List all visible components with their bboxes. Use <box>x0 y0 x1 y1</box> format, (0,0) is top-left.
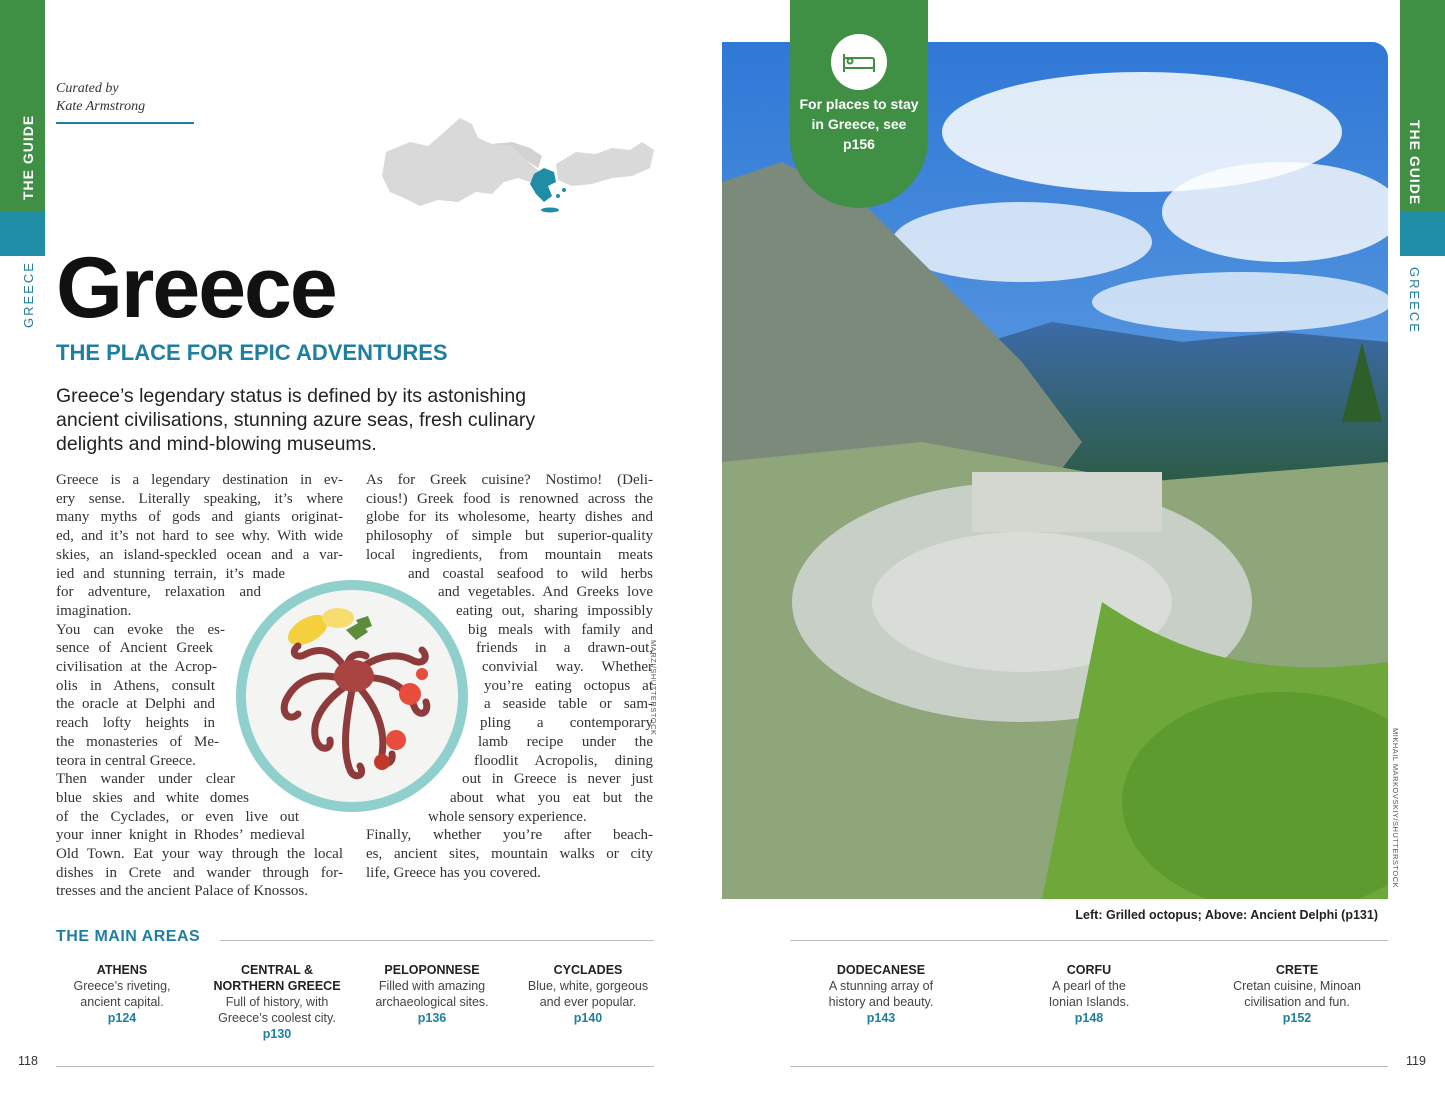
area-central-northern-greece <box>205 962 349 1042</box>
side-tab-country-label-right: GREECE <box>1407 267 1422 334</box>
area-page: p152 <box>1282 1011 1312 1025</box>
page-title: Greece <box>56 240 336 336</box>
area-desc: ancient capital. <box>80 995 164 1009</box>
area-page: p136 <box>417 1011 447 1025</box>
body-line: whole sensory experience. <box>428 808 587 825</box>
area-name-2: NORTHERN GREECE <box>213 979 341 993</box>
body-line: dishes in Crete and wander through for- <box>56 864 343 881</box>
area-page: p143 <box>866 1011 896 1025</box>
area-desc: Ionian Islands. <box>1048 995 1130 1009</box>
badge-line-1: For places to stay <box>799 96 919 112</box>
area-name: DODECANESE <box>836 963 926 977</box>
area-page: p140 <box>573 1011 603 1025</box>
body-line: convivial way. Whether <box>482 659 653 676</box>
main-areas-title: THE MAIN AREAS <box>56 928 201 945</box>
body-line: Finally, whether you’re after beach- <box>366 827 653 844</box>
stay-badge[interactable] <box>790 0 928 208</box>
body-line: life, Greece has you covered. <box>366 864 541 881</box>
area-desc: history and beauty. <box>828 995 934 1009</box>
area-page: p148 <box>1074 1011 1104 1025</box>
area-dodecanese <box>806 962 956 1026</box>
octopus-illustration <box>246 590 458 802</box>
area-desc: A stunning array of <box>828 979 934 993</box>
body-line: As for Greek cuisine? Nostimo! (Deli- <box>366 472 653 488</box>
body-line: ied and stunning terrain, it’s made <box>56 565 285 582</box>
body-line: of the Cyclades, or even live out <box>56 808 299 825</box>
body-line: philosophy of simple but superior-quality <box>366 528 653 545</box>
areas-rule-left <box>220 940 654 941</box>
body-line: many myths of gods and giants originat- <box>56 509 343 526</box>
area-cyclades <box>516 962 660 1026</box>
badge-icon-circle <box>831 34 887 90</box>
body-line: cious!) Greek food is renowned across the <box>366 490 653 507</box>
body-line: tresses and the ancient Palace of Knossos. <box>56 883 309 900</box>
locator-map <box>380 112 656 220</box>
body-line: Old Town. Eat your way through the local <box>56 846 343 863</box>
areas-rule-right <box>790 940 1388 941</box>
area-name: CENTRAL & <box>241 963 313 977</box>
body-line: Greece is a legendary destination in ev- <box>56 472 343 488</box>
body-line: teora in central Greece. <box>56 752 196 769</box>
area-desc: and ever popular. <box>539 995 637 1009</box>
bed-icon <box>831 34 887 90</box>
side-tab-teal-left <box>0 212 45 256</box>
curated-label: Curated by <box>56 81 119 96</box>
area-name: PELOPONNESE <box>384 963 480 977</box>
body-line: and vegetables. And Greeks love <box>438 584 653 601</box>
body-line: ery sense. Literally speaking, it’s where <box>56 490 343 507</box>
area-desc: Cretan cuisine, Minoan <box>1233 979 1361 993</box>
body-line: out in Greece is never just <box>462 771 653 788</box>
body-line: floodlit Acropolis, dining <box>474 752 653 769</box>
octopus-plate-image <box>236 580 468 812</box>
body-line: skies, an island-speckled ocean and a var- <box>56 546 343 563</box>
body-line: friends in a drawn-out, <box>476 640 653 657</box>
body-line: ed, and it’s not hard to see why. With wide <box>56 528 343 545</box>
body-line: civilisation at the Acrop- <box>56 659 217 676</box>
area-crete <box>1216 962 1378 1026</box>
body-line: lamb recipe under the <box>478 733 653 750</box>
body-line: reach lofty heights in <box>56 715 215 732</box>
body-line: and coastal seafood to wild herbs <box>408 565 653 582</box>
side-tab-guide-label-right: THE GUIDE <box>1407 120 1423 206</box>
curated-underline <box>56 122 194 124</box>
area-desc: Full of history, with <box>225 995 329 1009</box>
body-line: your inner knight in Rhodes’ medieval <box>56 827 305 844</box>
area-desc: A pearl of the <box>1052 979 1126 993</box>
area-desc: Blue, white, gorgeous <box>527 979 649 993</box>
page-number-left: 118 <box>18 1054 38 1068</box>
photo-credit-octopus: MARZI/SHUTTERSTOCK <box>649 640 658 736</box>
body-line: local ingredients, from mountain meats <box>366 546 653 563</box>
body-line: imagination. <box>56 602 132 619</box>
area-peloponnese <box>360 962 504 1026</box>
side-tab-country-label-left: GREECE <box>21 261 36 328</box>
map-islands <box>556 194 560 198</box>
area-desc: Greece’s coolest city. <box>218 1011 336 1025</box>
curated-by <box>56 80 145 116</box>
page-subtitle: THE PLACE FOR EPIC ADVENTURES <box>56 340 448 365</box>
body-line: blue skies and white domes <box>56 789 249 806</box>
area-desc: Filled with amazing <box>378 979 486 993</box>
area-athens <box>50 962 194 1026</box>
footer-rule-right <box>790 1066 1388 1067</box>
photo-credit-delphi: MIKHAIL MARKOVSKIY/SHUTTERSTOCK <box>1391 728 1400 889</box>
badge-line-2: in Greece, see <box>811 116 907 132</box>
side-tab-guide-label-left: THE GUIDE <box>20 114 36 200</box>
area-name: ATHENS <box>96 963 148 977</box>
area-name: CYCLADES <box>553 963 623 977</box>
area-desc: archaeological sites. <box>375 995 489 1009</box>
body-line: about what you eat but the <box>450 789 653 806</box>
body-line: big meals with family and <box>468 621 653 638</box>
photo-caption: Left: Grilled octopus; Above: Ancient Delphi (p131) <box>1075 908 1378 922</box>
page-number-right: 119 <box>1406 1054 1426 1068</box>
body-line: You can evoke the es- <box>56 621 225 638</box>
area-desc: Greece’s riveting, <box>73 979 171 993</box>
curated-author: Kate Armstrong <box>56 99 146 114</box>
area-corfu <box>1014 962 1164 1026</box>
plate-inner <box>246 590 458 802</box>
body-line: you’re eating octopus at <box>484 677 653 694</box>
area-name: CORFU <box>1066 963 1112 977</box>
map-turkey <box>556 142 654 186</box>
body-line: olis in Athens, consult <box>56 677 215 694</box>
area-desc: civilisation and fun. <box>1244 995 1350 1009</box>
badge-line-3: p156 <box>843 136 875 152</box>
body-line: the monasteries of Me- <box>56 733 219 750</box>
intro-paragraph: Greece’s legendary status is defined by its astonishing ancient civilisations, stunning azure seas, fresh culinary delights and mind-blowing museums. <box>56 385 536 455</box>
body-line: a seaside table or sam- <box>484 696 653 713</box>
body-line: the oracle at Delphi and <box>56 696 215 713</box>
area-name: CRETE <box>1275 963 1319 977</box>
body-line: es, ancient sites, mountain walks or city <box>366 846 653 863</box>
map-europe-west <box>382 118 540 206</box>
body-line: sence of Ancient Greek <box>56 640 213 657</box>
body-line: eating out, sharing impossibly <box>456 602 653 619</box>
area-page: p124 <box>107 1011 137 1025</box>
body-line: Then wander under clear <box>56 771 235 788</box>
badge-text <box>790 94 928 154</box>
area-page: p130 <box>262 1027 292 1041</box>
body-line: for adventure, relaxation and <box>56 584 261 601</box>
body-line: pling a contemporary <box>480 715 653 732</box>
body-line: globe for its wholesome, hearty dishes and <box>366 509 653 526</box>
footer-rule-left <box>56 1066 654 1067</box>
side-tab-teal-right <box>1400 212 1445 256</box>
